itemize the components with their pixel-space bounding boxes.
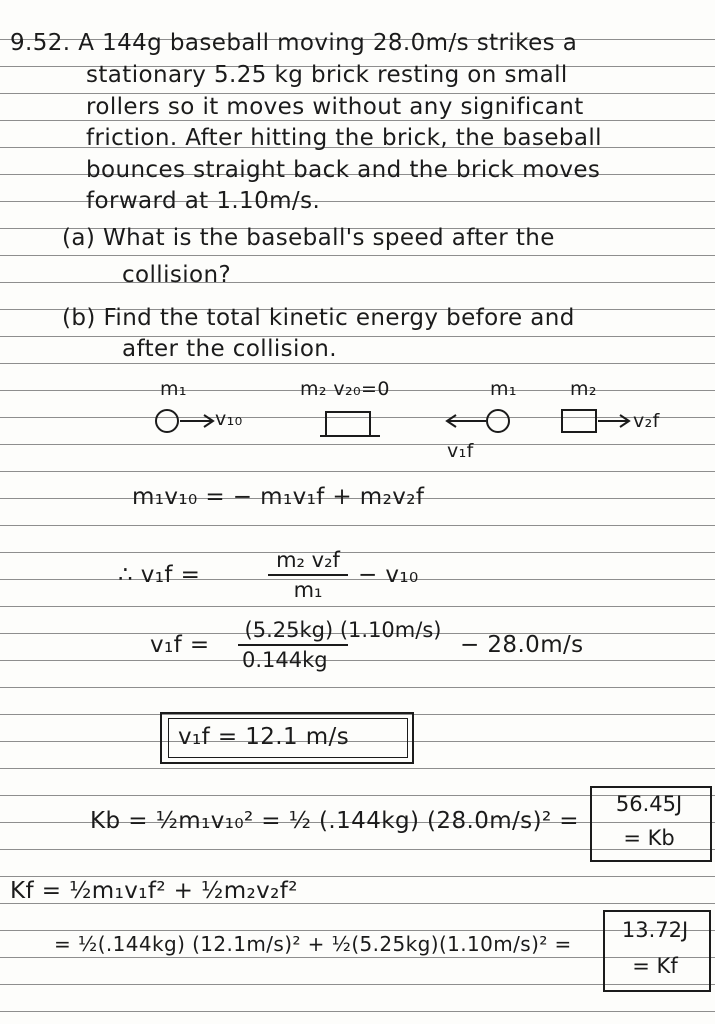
problem-line: rollers so it moves without any significant — [86, 94, 584, 120]
problem-line: friction. After hitting the brick, the baseball — [86, 125, 602, 151]
rearranged-tail: − v₁₀ — [358, 562, 419, 588]
rearranged-fraction — [268, 548, 348, 602]
m2-label-after: m₂ — [570, 378, 597, 400]
problem-line: stationary 5.25 kg brick resting on small — [86, 62, 568, 88]
substitution-fraction — [238, 618, 448, 672]
v2f-label: v₂f — [633, 410, 660, 432]
kb-equation: Kb = ½m₁v₁₀² = ½ (.144kg) (28.0m/s)² = — [90, 808, 579, 834]
part-a-question: (a) What is the baseball's speed after the — [62, 225, 555, 251]
substitution-numerator: (5.25kg) (1.10m/s) — [244, 618, 442, 642]
fraction-bar — [268, 574, 348, 576]
momentum-equation: m₁v₁₀ = − m₁v₁f + m₂v₂f — [132, 484, 425, 510]
substitution-denominator: 0.144kg — [242, 648, 328, 672]
brick-before-icon — [318, 408, 388, 442]
v1f-label: v₁f — [447, 440, 474, 462]
m1-label-before: m₁ — [160, 378, 187, 400]
rearranged-lhs: ∴ v₁f = — [118, 562, 201, 588]
problem-line: forward at 1.10m/s. — [86, 188, 321, 214]
problem-line: 9.52. A 144g baseball moving 28.0m/s strikes a — [10, 30, 578, 56]
m2-label-before: m₂ v₂₀=0 — [300, 378, 390, 400]
problem-line: bounces straight back and the brick moves — [86, 157, 601, 183]
substitution-lhs: v₁f = — [150, 632, 210, 658]
kf-substitution: = ½(.144kg) (12.1m/s)² + ½(5.25kg)(1.10m/s)² = — [54, 932, 572, 956]
part-a-question: collision? — [122, 262, 232, 288]
rearranged-denominator: m₁ — [293, 578, 323, 602]
m1-label-after: m₁ — [490, 378, 517, 400]
kb-label: = Kb — [623, 826, 675, 850]
substitution-tail: − 28.0m/s — [460, 632, 584, 658]
fraction-bar — [238, 644, 348, 646]
rearranged-numerator: m₂ v₂f — [276, 548, 340, 572]
kf-equation: Kf = ½m₁v₁f² + ½m₂v₂f² — [10, 878, 298, 904]
part-b-question: after the collision. — [122, 336, 337, 362]
answer-a: v₁f = 12.1 m/s — [178, 724, 350, 750]
kf-value: 13.72J — [621, 918, 689, 942]
part-b-question: (b) Find the total kinetic energy before and — [62, 305, 575, 331]
v10-label: v₁₀ — [215, 408, 243, 430]
baseball-after-icon — [440, 404, 520, 438]
kb-value: 56.45J — [615, 792, 683, 816]
kf-label: = Kf — [632, 954, 678, 978]
